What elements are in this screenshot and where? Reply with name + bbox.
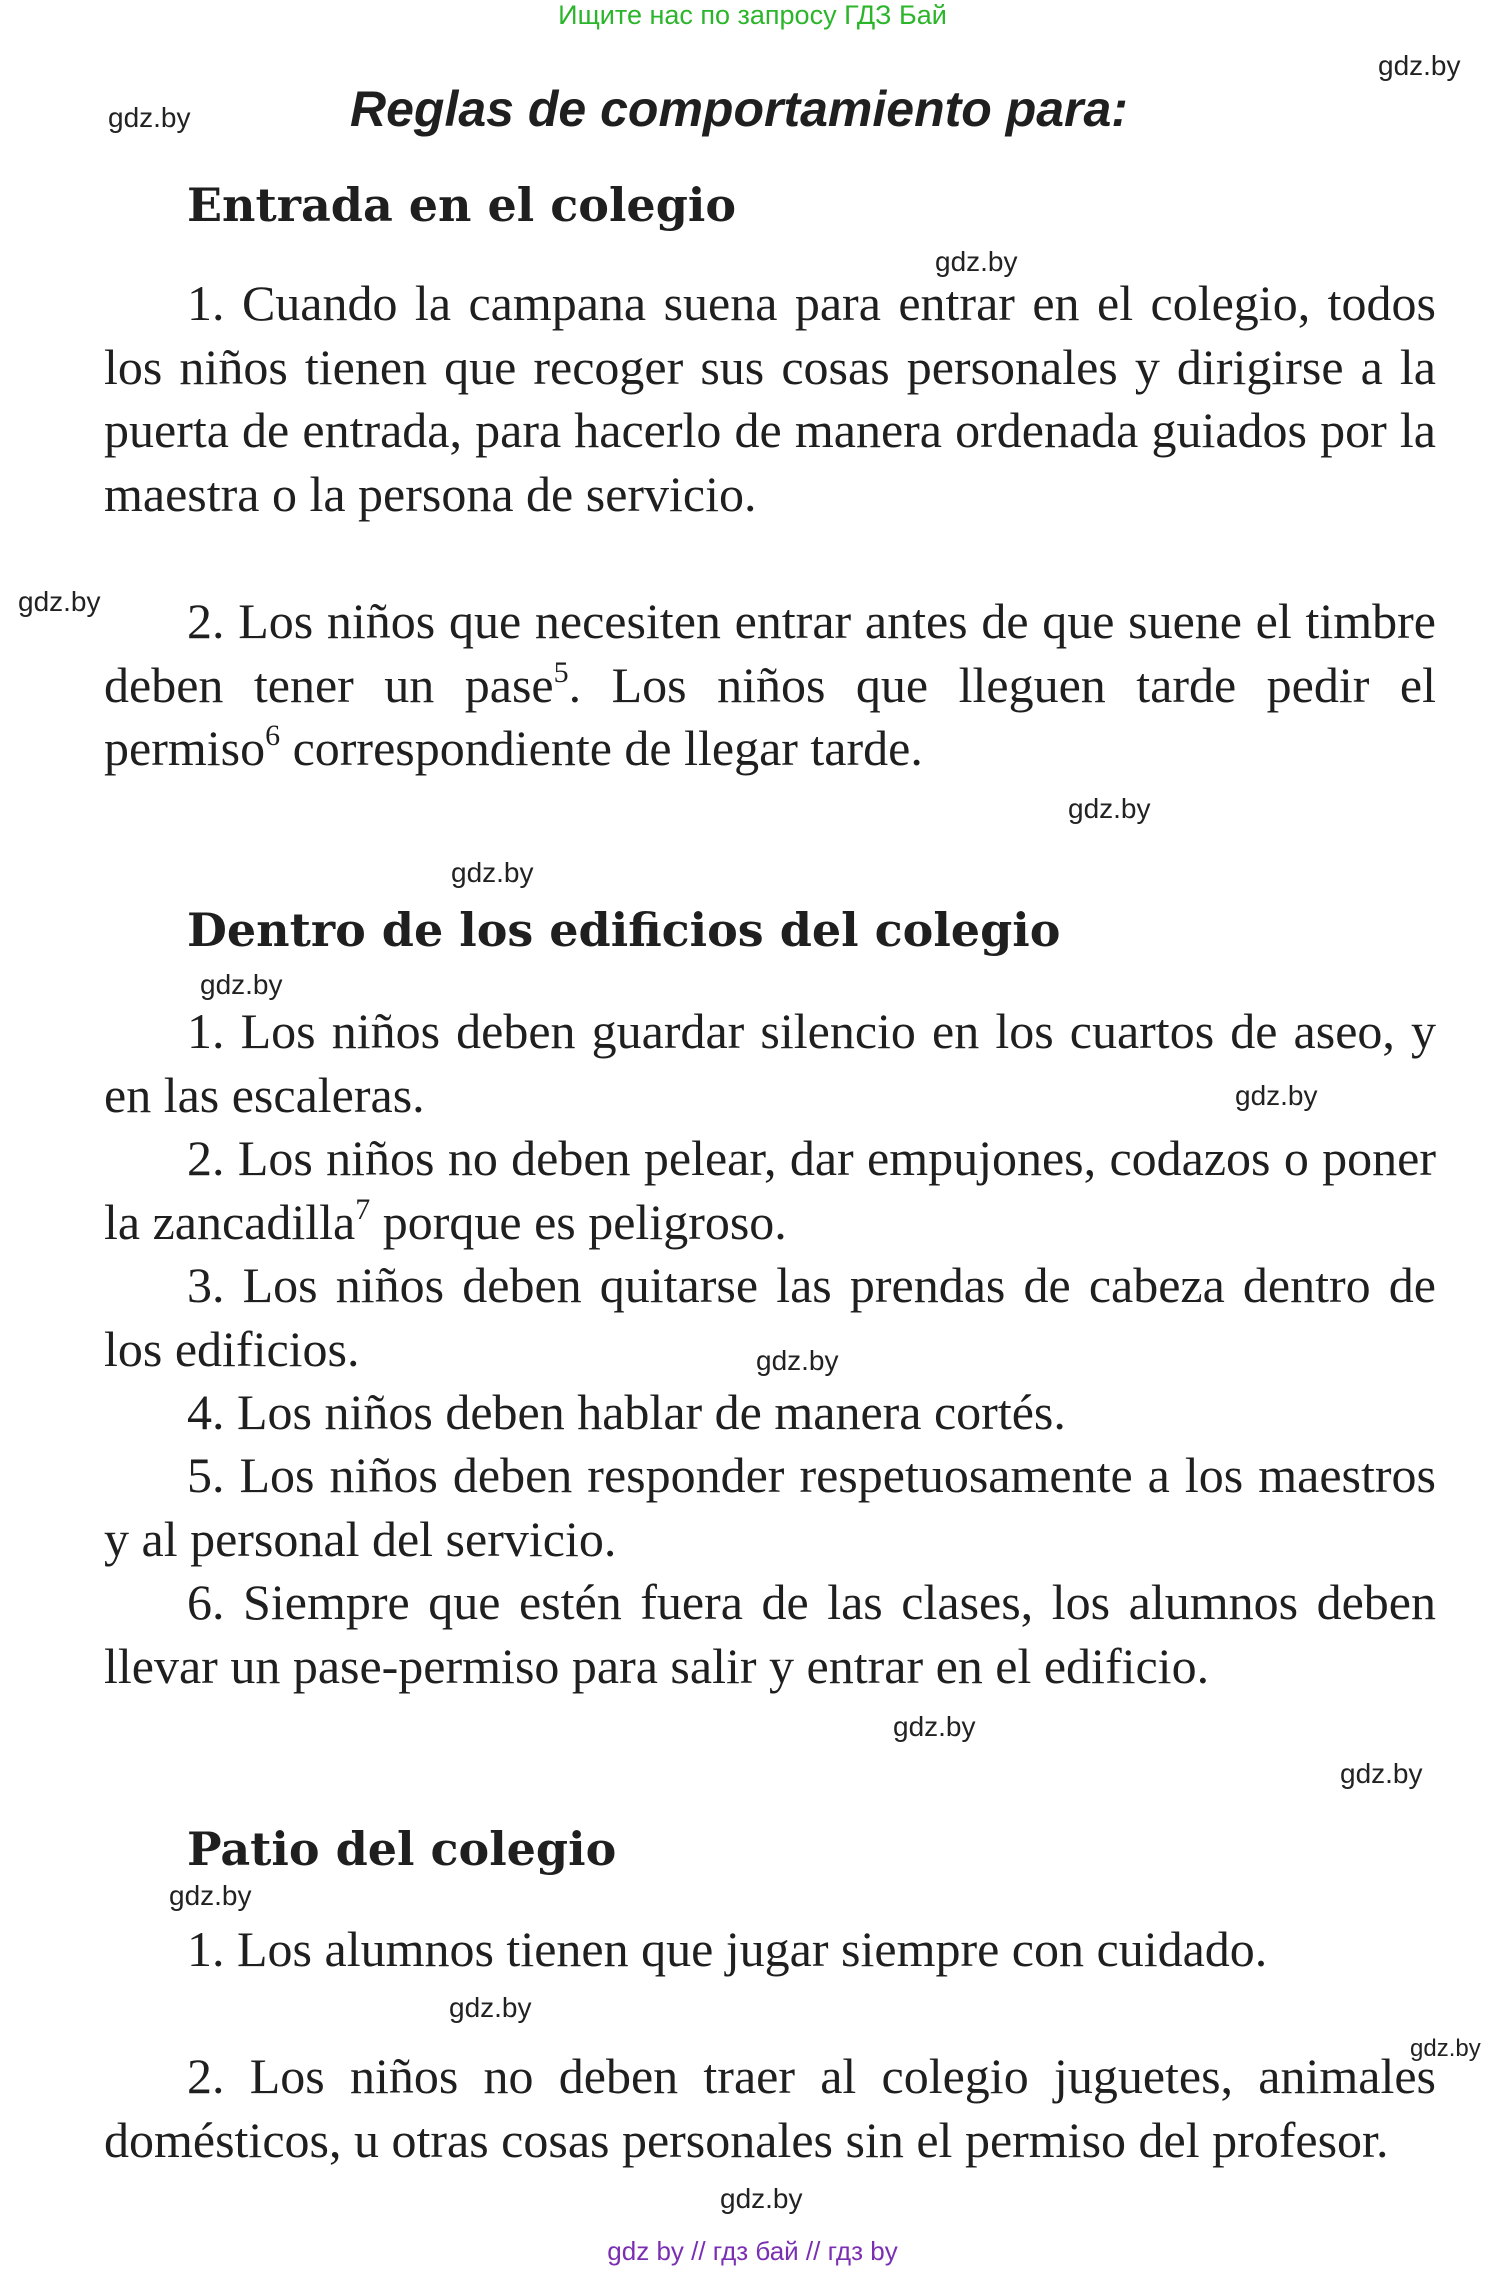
watermark: gdz.by <box>756 1345 839 1376</box>
rule-paragraph: 2. Los niños no deben traer al colegio juguetes, animales domésticos, u otras cosas personales sin el permiso del profesor. <box>104 2048 1436 2168</box>
rule-paragraph: 1. Los alumnos tienen que jugar siempre con cuidado. <box>187 1921 1268 1977</box>
footnote-marker: 7 <box>355 1192 371 1226</box>
watermark: gdz.by <box>169 1880 252 1911</box>
watermark: gdz.by <box>449 1992 532 2023</box>
bottom-banner: gdz by // гдз бай // гдз by <box>607 2236 898 2266</box>
section-heading: Dentro de los edificios del colegio <box>187 903 1061 957</box>
rule-paragraph: 1. Los niños deben guardar silencio en los cuartos de aseo, y en las escaleras. <box>104 1003 1436 1123</box>
watermark: gdz.by <box>451 857 534 888</box>
watermark: gdz.by <box>108 102 191 133</box>
rule-paragraph: 1. Cuando la campana suena para entrar en el colegio, todos los niños tienen que recoger sus cosas personales y dirigirse a la puerta de entrada, para hacerlo de manera ordenada guiados por la maestra o la persona de servicio. <box>104 275 1436 522</box>
watermark: gdz.by <box>18 586 101 617</box>
top-banner: Ищите нас по запросу ГДЗ Бай <box>558 0 947 30</box>
rule-paragraph: 3. Los niños deben quitarse las prendas de cabeza dentro de los edificios. <box>104 1257 1436 1377</box>
watermark: gdz.by <box>1410 2035 1481 2062</box>
watermark: gdz.by <box>1068 793 1151 824</box>
watermark: gdz.by <box>1378 50 1461 81</box>
footnote-marker: 6 <box>265 719 281 752</box>
page-title: Reglas de comportamiento para: <box>350 81 1128 137</box>
section-heading: Patio del colegio <box>187 1822 617 1876</box>
watermark: gdz.by <box>720 2183 803 2214</box>
footnote-marker: 5 <box>553 655 569 689</box>
watermark: gdz.by <box>1235 1080 1318 1111</box>
rule-paragraph: 4. Los niños deben hablar de manera cortés. <box>187 1384 1066 1440</box>
section-heading: Entrada en el colegio <box>187 178 737 232</box>
rule-paragraph: 5. Los niños deben responder respetuosamente a los maestros y al personal del servicio. <box>104 1447 1436 1567</box>
watermark: gdz.by <box>935 246 1018 277</box>
watermark: gdz.by <box>1340 1758 1423 1789</box>
rule-paragraph: 2. Los niños que necesiten entrar antes de que suene el timbre deben tener un pase$^5$. Los niños que lleguen tarde pedir el permiso$^6$ correspondiente de llegar tarde. <box>104 593 1436 776</box>
rule-paragraph: 6. Siempre que estén fuera de las clases, los alumnos deben llevar un pase-permiso para salir y entrar en el edificio. <box>104 1574 1436 1694</box>
rule-paragraph: 2. Los niños no deben pelear, dar empujones, codazos o poner la zancadilla$^7$ porque es peligroso. <box>104 1130 1436 1250</box>
watermark: gdz.by <box>893 1711 976 1742</box>
watermark: gdz.by <box>200 969 283 1000</box>
